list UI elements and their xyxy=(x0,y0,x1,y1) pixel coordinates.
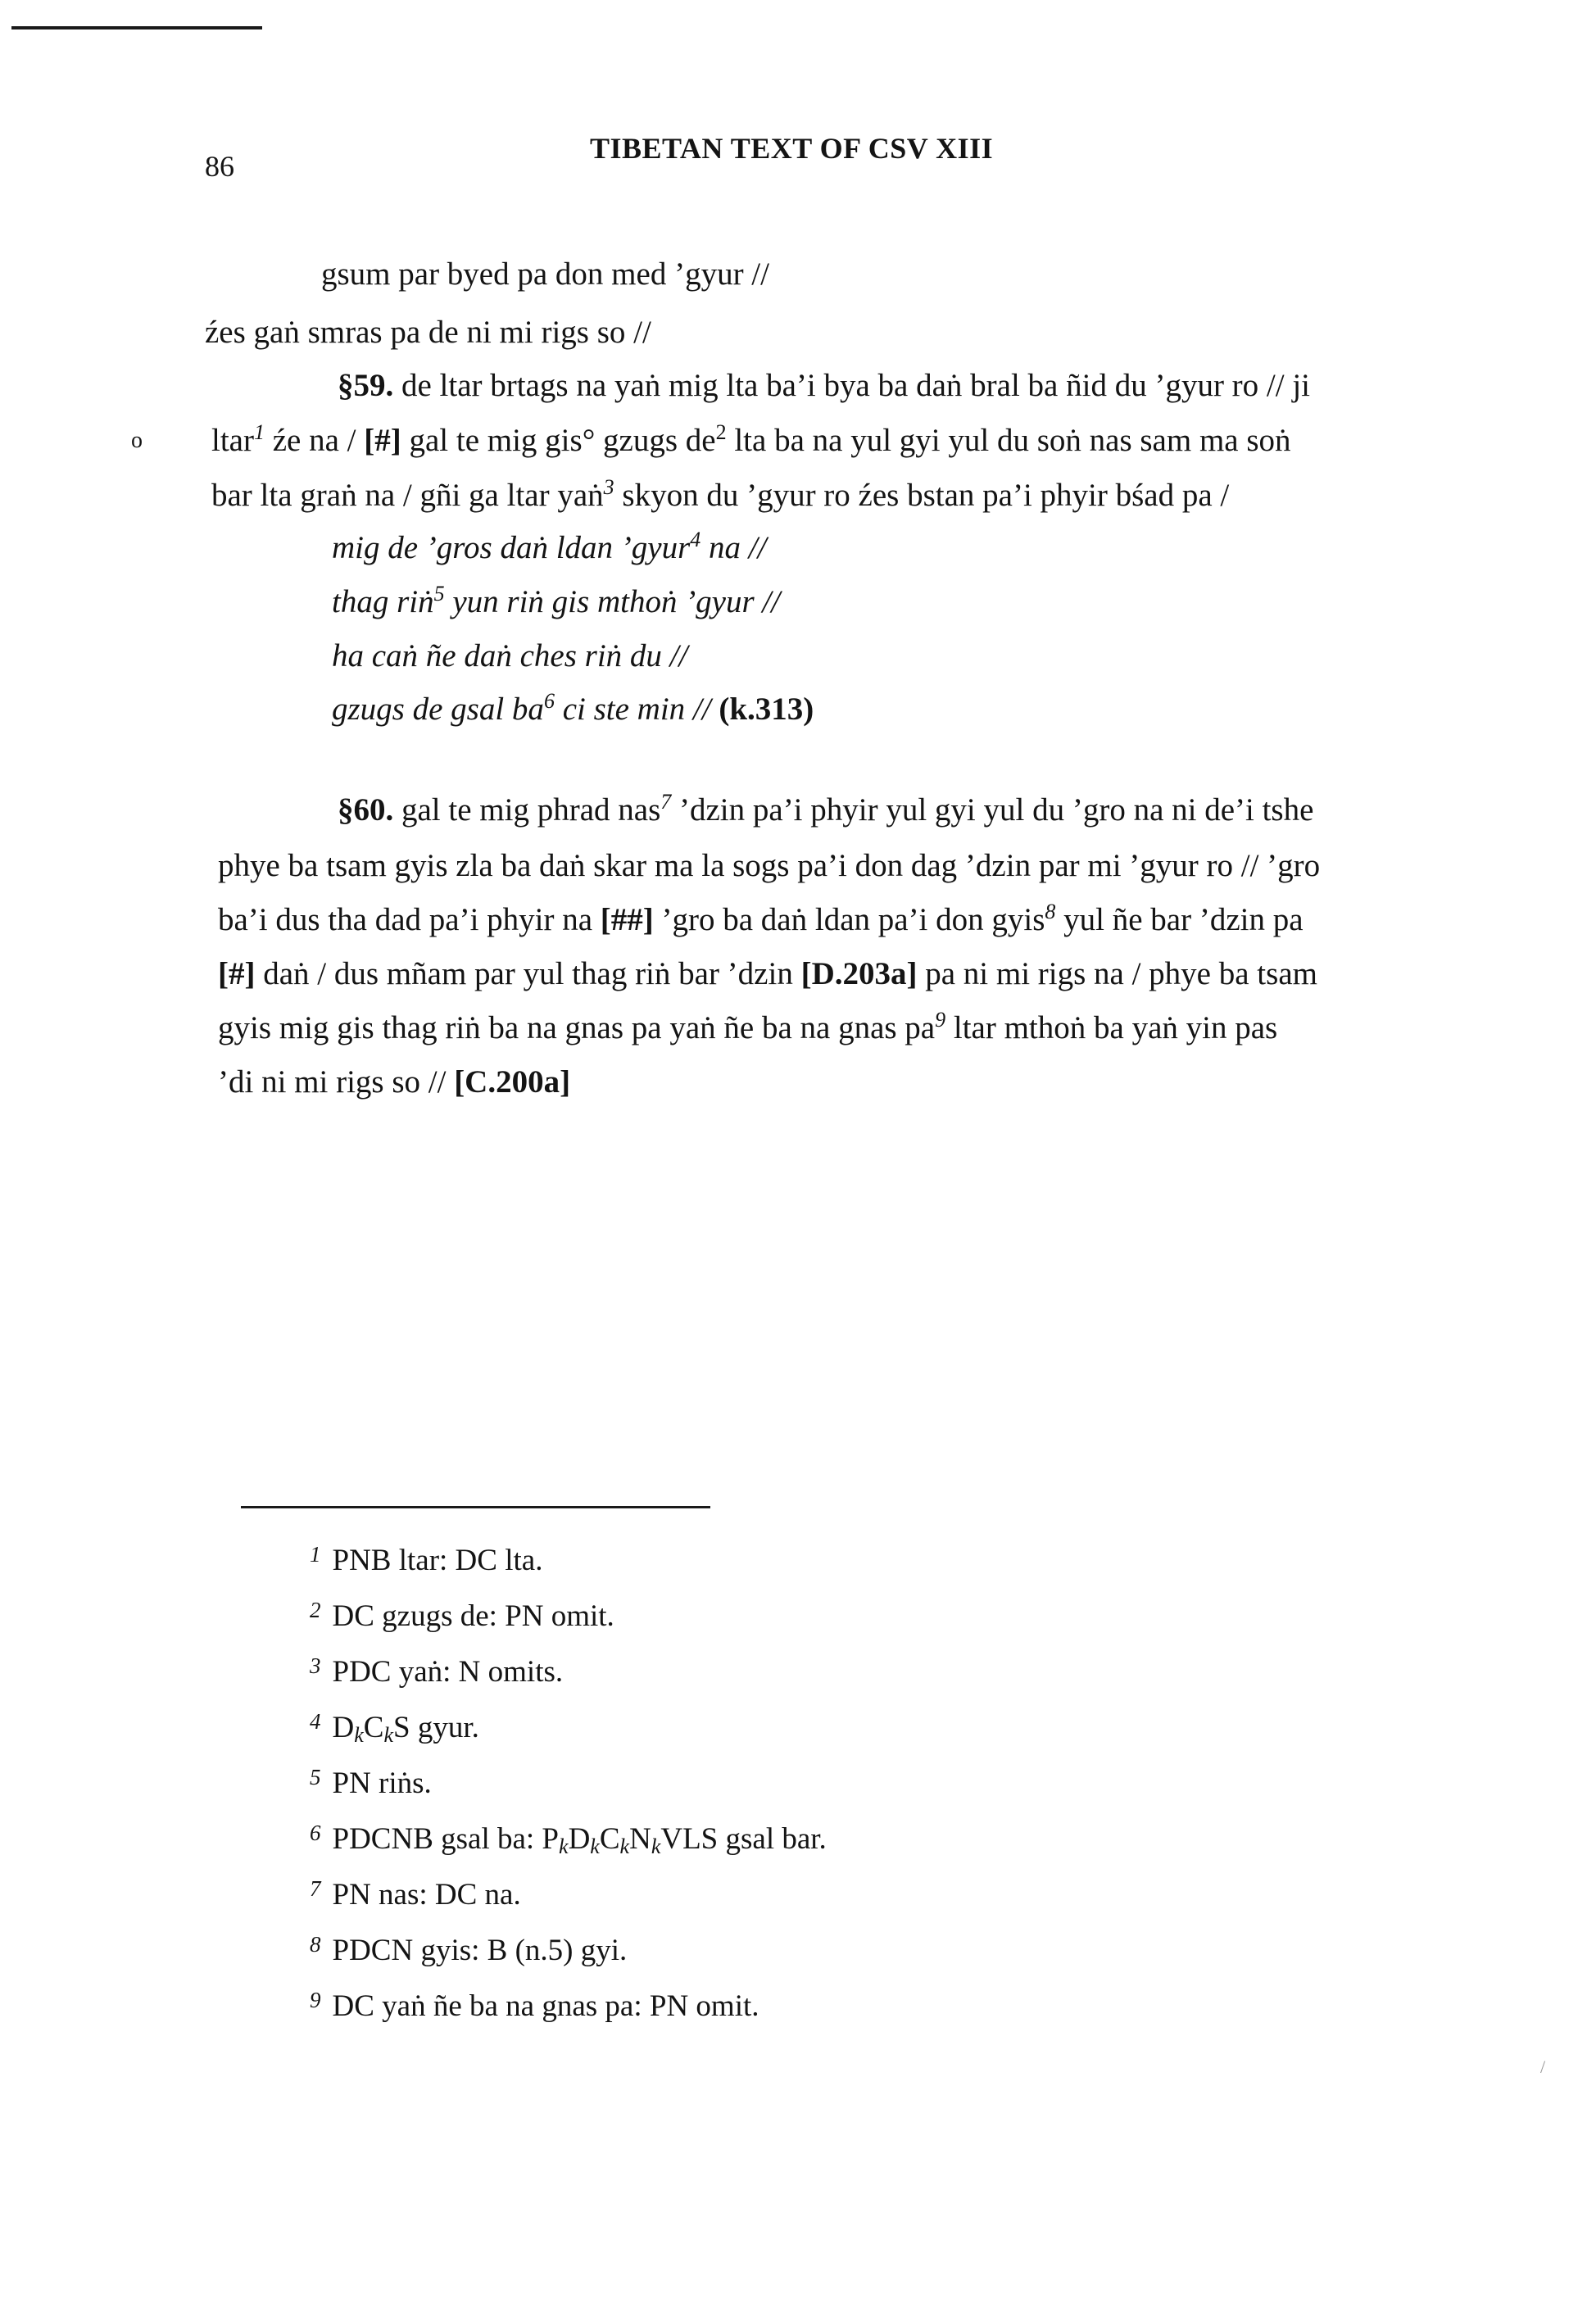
margin-circle-mark: o xyxy=(131,428,143,453)
section-60-line-1: §60. gal te mig phrad nas$^7$ ’dzin pa’i phyir yul gyi yul du ’gro na ni de’i tshe xyxy=(338,790,1314,828)
section-60-line-4: [#] daṅ / dus mñam par yul thag riṅ bar ’dzin [D.203a] pa ni mi rigs na / phye ba tsam xyxy=(218,956,1317,991)
footnote-ref: 8 xyxy=(1045,900,1056,923)
footnote-5: $^5$ PN riṅs. xyxy=(310,1765,432,1800)
section-number: §59. xyxy=(338,368,394,403)
footnote-9: $^9$ DC yaṅ ñe ba na gnas pa: PN omit. xyxy=(310,1988,759,2023)
footnote-ref: 7 xyxy=(660,790,672,814)
verse-line-2: thag riṅ$^5$ yun riṅ gis mthoṅ ’gyur // xyxy=(332,582,781,619)
footnote-ref: 3 xyxy=(603,475,614,499)
section-60-line-6: ’di ni mi rigs so // [C.200a] xyxy=(218,1064,571,1100)
footnote-ref: 5 xyxy=(433,582,445,605)
edition-mark: [#] xyxy=(218,956,256,991)
footnote-1: $^1$ PNB ltar: DC lta. xyxy=(310,1542,543,1577)
running-title: TIBETAN TEXT OF CSV XIII xyxy=(590,132,994,165)
footnote-ref: 1 xyxy=(253,420,265,444)
footnote-3: $^3$ PDC yaṅ: N omits. xyxy=(310,1653,564,1689)
edition-mark: [##] xyxy=(600,902,654,937)
footnote-ref: 9 xyxy=(935,1008,946,1032)
footnote-rule xyxy=(241,1506,710,1508)
footnote-2: $^2$ DC gzugs de: PN omit. xyxy=(310,1598,614,1633)
footnote-ref: 2 xyxy=(715,420,727,444)
footnote-ref: 4 xyxy=(690,528,701,551)
section-60-line-5: gyis mig gis thag riṅ ba na gnas pa yaṅ ñe ba na gnas $pa^9$ ltar mthoṅ ba yaṅ yin pas xyxy=(218,1008,1278,1045)
section-60-line-2: phye ba tsam gyis zla ba daṅ skar ma la sogs pa’i don dag ’dzin par mi ’gyur ro // ’gro xyxy=(218,848,1321,883)
verse-line-3: ha caṅ ñe daṅ ches riṅ du // xyxy=(332,638,688,673)
section-59-line-1: §59. de ltar brtags na yaṅ mig lta ba’i bya ba daṅ bral ba ñid du ’gyur ro // ji xyxy=(338,368,1311,403)
footnote-ref: 6 xyxy=(543,689,555,713)
page-reference: [D.203a] xyxy=(800,956,918,991)
verse-line-1: mig de ’gros daṅ ldan ’gyur$^4$ na // xyxy=(332,528,767,565)
section-60-line-3: ba’i dus tha dad pa’i phyir na [##] ’gro ba daṅ ldan pa’i don gyis$^8$ yul ñe bar ’dzin pa xyxy=(218,900,1304,937)
verse-line-4: gzugs de gsal $ba^6$ ci ste min // (k.313) xyxy=(332,689,814,727)
body-line-1: gsum par byed pa don med ’gyur // xyxy=(321,256,769,292)
section-number: §60. xyxy=(338,792,394,828)
margin-tick-mark: / xyxy=(1540,2057,1546,2077)
page-reference: [C.200a] xyxy=(454,1064,571,1100)
footnote-4: $^4$ $D_kC_kS$ gyur. xyxy=(310,1709,479,1747)
body-line-2: źes gaṅ smras pa de ni mi rigs so // xyxy=(205,315,651,350)
page-reference: (k.313) xyxy=(719,692,814,727)
section-59-line-3: bar lta graṅ na / gñi ga ltar yaṅ$^3$ skyon du ’gyur ro źes bstan pa’i phyir bśad pa / xyxy=(211,475,1230,513)
footnote-7: $^7$ PN nas: DC na. xyxy=(310,1876,521,1912)
footnote-6: $^6$ PDCNB gsal ba: $P_kD_kC_kN_kVLS$ gsal bar. xyxy=(310,1821,827,1858)
page-number: 86 xyxy=(205,150,234,183)
top-rule xyxy=(11,26,262,29)
footnote-8: $^8$ PDCN gyis: B (n.5) gyi. xyxy=(310,1932,628,1967)
section-59-line-2: ltar$^1$ źe na / [#] gal te mig gis° gzugs $de^2$ lta ba na yul gyi yul du soṅ nas sam ma soṅ xyxy=(211,420,1291,458)
edition-mark: [#] xyxy=(364,423,401,458)
